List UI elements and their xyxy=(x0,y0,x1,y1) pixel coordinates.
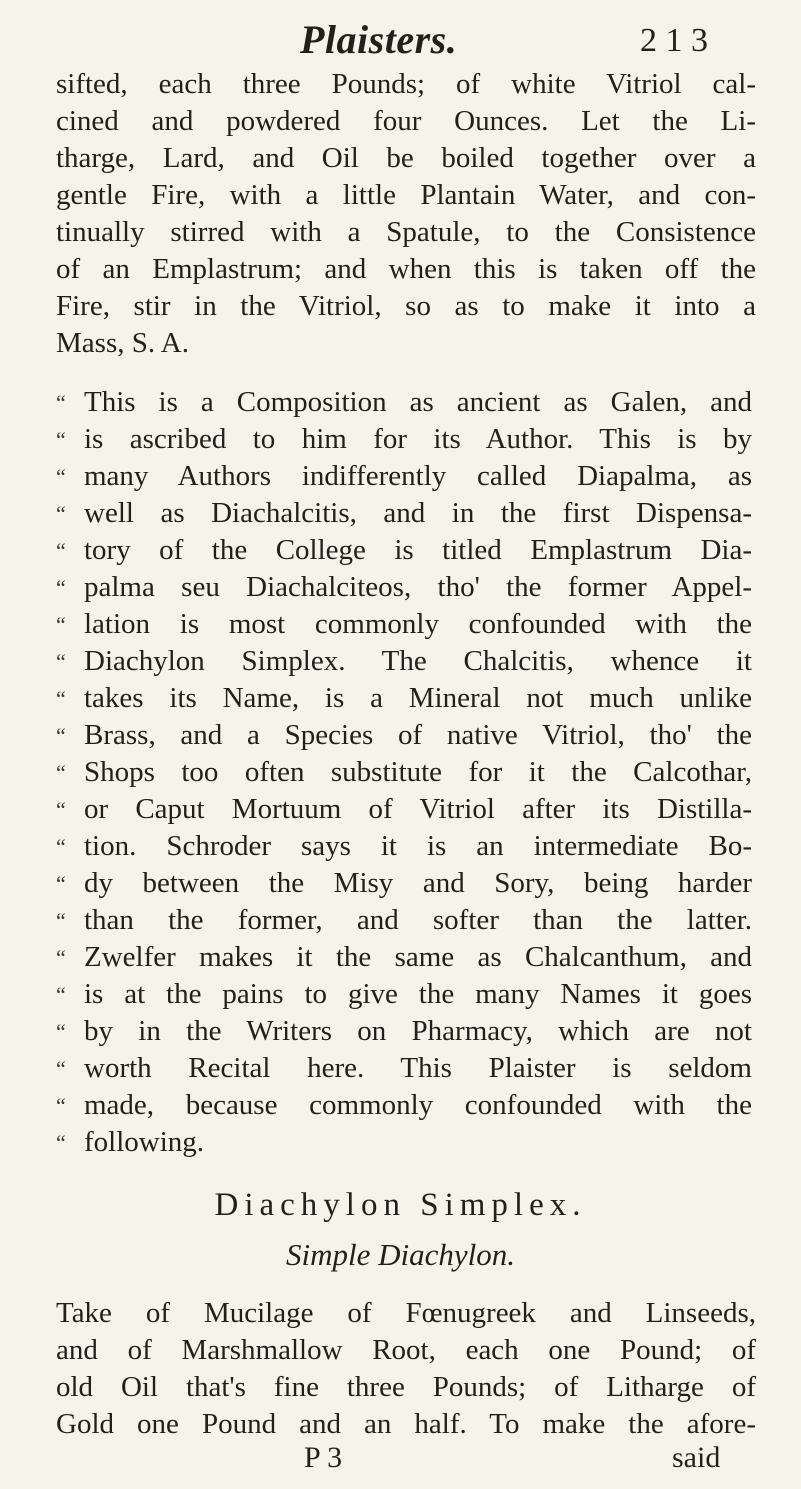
quote-mark: “ xyxy=(56,908,66,933)
quote-mark: “ xyxy=(56,1130,66,1155)
text-line xyxy=(56,717,756,756)
text-line xyxy=(56,569,756,608)
text-line xyxy=(56,384,756,423)
text-line: Fire, stir in the Vitriol, so as to make it into a xyxy=(56,290,756,322)
quote-mark: “ xyxy=(56,612,66,637)
text-line: of an Emplastrum; and when this is taken off the xyxy=(56,253,756,285)
text-line: old Oil that's fine three Pounds; of Litharge of xyxy=(56,1371,756,1403)
text-line xyxy=(56,680,756,719)
quote-mark: “ xyxy=(56,1019,66,1044)
quote-text: than the former, and softer than the latter. xyxy=(84,904,752,936)
signature-mark: P 3 xyxy=(304,1441,343,1474)
text-line xyxy=(56,1013,756,1052)
quote-mark: “ xyxy=(56,1056,66,1081)
text-line: Take of Mucilage of Fœnugreek and Linseeds, xyxy=(56,1297,756,1329)
quote-mark: “ xyxy=(56,945,66,970)
quote-text: following. xyxy=(84,1126,205,1158)
quote-text: Brass, and a Species of native Vitriol, tho' the xyxy=(84,719,752,751)
text-line xyxy=(56,458,756,497)
text-line: Mass, S. A. xyxy=(56,327,189,359)
text-line: tharge, Lard, and Oil be boiled together over a xyxy=(56,142,756,174)
quote-text: by in the Writers on Pharmacy, which are not xyxy=(84,1015,752,1047)
quote-mark: “ xyxy=(56,871,66,896)
section-title: Diachylon Simplex. xyxy=(214,1187,587,1223)
quote-text: Shops too often substitute for it the Calcothar, xyxy=(84,756,752,788)
quote-text: made, because commonly confounded with the xyxy=(84,1089,752,1121)
quote-text: many Authors indifferently called Diapalma, as xyxy=(84,460,752,492)
quote-text: tion. Schroder says it is an intermediate Bo- xyxy=(84,830,752,862)
text-line xyxy=(56,1050,756,1089)
page-number: 2 1 3 xyxy=(640,22,708,59)
text-line: sifted, each three Pounds; of white Vitriol cal- xyxy=(56,68,756,100)
quote-text: Zwelfer makes it the same as Chalcanthum, and xyxy=(84,941,752,973)
section-subtitle: Simple Diachylon. xyxy=(285,1237,515,1272)
quote-mark: “ xyxy=(56,686,66,711)
quote-text: palma seu Diachalciteos, tho' the former Appel- xyxy=(84,571,752,603)
text-line xyxy=(56,939,756,978)
text-line: cined and powdered four Ounces. Let the Li- xyxy=(56,105,756,137)
text-line xyxy=(56,865,756,904)
quote-mark: “ xyxy=(56,723,66,748)
catchword: said xyxy=(672,1441,721,1474)
text-line xyxy=(56,1087,756,1126)
quote-text: well as Diachalcitis, and in the first Dispensa- xyxy=(84,497,752,529)
quote-mark: “ xyxy=(56,834,66,859)
text-line xyxy=(56,902,756,941)
quote-mark: “ xyxy=(56,464,66,489)
quote-text: is ascribed to him for its Author. This is by xyxy=(84,423,752,455)
quote-text: Diachylon Simplex. The Chalcitis, whence it xyxy=(84,645,752,677)
text-line xyxy=(56,1124,756,1163)
quote-mark: “ xyxy=(56,575,66,600)
quote-mark: “ xyxy=(56,501,66,526)
text-line xyxy=(56,976,756,1015)
text-line xyxy=(56,421,756,460)
running-head: Plaisters. xyxy=(300,17,458,62)
quote-mark: “ xyxy=(56,760,66,785)
quote-mark: “ xyxy=(56,982,66,1007)
quote-mark: “ xyxy=(56,649,66,674)
quote-mark: “ xyxy=(56,427,66,452)
quote-text: is at the pains to give the many Names it goes xyxy=(84,978,752,1010)
text-line: Gold one Pound and an half. To make the afore- xyxy=(56,1408,756,1440)
quote-text: takes its Name, is a Mineral not much unlike xyxy=(84,682,752,714)
quote-mark: “ xyxy=(56,538,66,563)
text-line: tinually stirred with a Spatule, to the Consistence xyxy=(56,216,756,248)
text-line xyxy=(56,754,756,793)
text-line xyxy=(56,643,756,682)
page-header xyxy=(0,10,801,70)
text-line xyxy=(56,606,756,645)
quote-mark: “ xyxy=(56,390,66,415)
quote-text: worth Recital here. This Plaister is seldom xyxy=(84,1052,752,1084)
text-line xyxy=(56,495,756,534)
text-line: gentle Fire, with a little Plantain Water, and con- xyxy=(56,179,756,211)
quote-text: lation is most commonly confounded with the xyxy=(84,608,752,640)
quote-text: tory of the College is titled Emplastrum Dia- xyxy=(84,534,752,566)
text-line xyxy=(56,828,756,867)
text-line xyxy=(56,791,756,830)
quote-mark: “ xyxy=(56,1093,66,1118)
quote-mark: “ xyxy=(56,797,66,822)
text-line: and of Marshmallow Root, each one Pound; of xyxy=(56,1334,756,1366)
text-line xyxy=(56,532,756,571)
quote-text: dy between the Misy and Sory, being harder xyxy=(84,867,752,899)
quote-text: This is a Composition as ancient as Galen, and xyxy=(84,386,752,418)
quote-text: or Caput Mortuum of Vitriol after its Distilla- xyxy=(84,793,752,825)
